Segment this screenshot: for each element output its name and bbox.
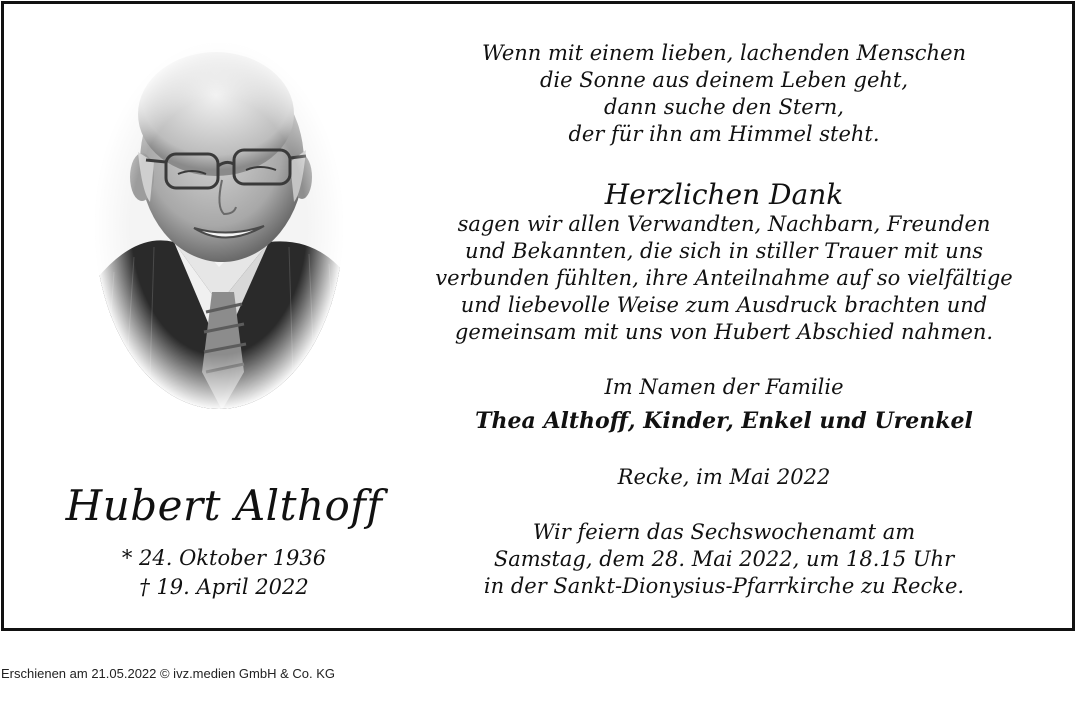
death-date: † 19. April 2022 [139, 575, 309, 599]
thanks-heading: Herzlichen Dank [604, 178, 844, 211]
thanks-line: sagen wir allen Verwandten, Nachbarn, Freunden [457, 212, 991, 236]
family-intro: Im Namen der Familie [604, 375, 844, 399]
life-dates [24, 544, 424, 602]
mass-line: in der Sankt-Dionysius-Pfarrkirche zu Recke. [483, 574, 965, 598]
publication-footer: Erschienen am 21.05.2022 © ivz.medien GmbH & Co. KG [1, 666, 336, 681]
mass-line: Samstag, dem 28. Mai 2022, um 18.15 Uhr [493, 547, 955, 571]
poem-line: der für ihn am Himmel steht. [568, 122, 880, 146]
thanks-line: gemeinsam mit uns von Hubert Abschied nahmen. [454, 320, 994, 344]
thanks-line: verbunden fühlten, ihre Anteilnahme auf so vielfältige [435, 266, 1013, 290]
memorial-poem [424, 40, 1024, 148]
thanks-line: und Bekannten, die sich in stiller Trauer mit uns [464, 239, 983, 263]
birth-date: * 24. Oktober 1936 [121, 546, 327, 570]
mass-line: Wir feiern das Sechswochenamt am [532, 520, 916, 544]
thanks-line: und liebevolle Weise zum Ausdruck brachten und [460, 293, 988, 317]
mass-announcement [424, 519, 1024, 600]
poem-line: die Sonne aus deinem Leben geht, [539, 68, 909, 92]
thanks-text [424, 211, 1024, 346]
deceased-name: Hubert Althoff [65, 481, 383, 530]
family-names: Thea Althoff, Kinder, Enkel und Urenkel [475, 408, 973, 434]
poem-line: Wenn mit einem lieben, lachenden Menschen [481, 41, 967, 65]
portrait-photo [94, 42, 344, 410]
place-date: Recke, im Mai 2022 [617, 465, 831, 489]
obituary-card [1, 1, 1075, 631]
poem-line: dann suche den Stern, [604, 95, 844, 119]
